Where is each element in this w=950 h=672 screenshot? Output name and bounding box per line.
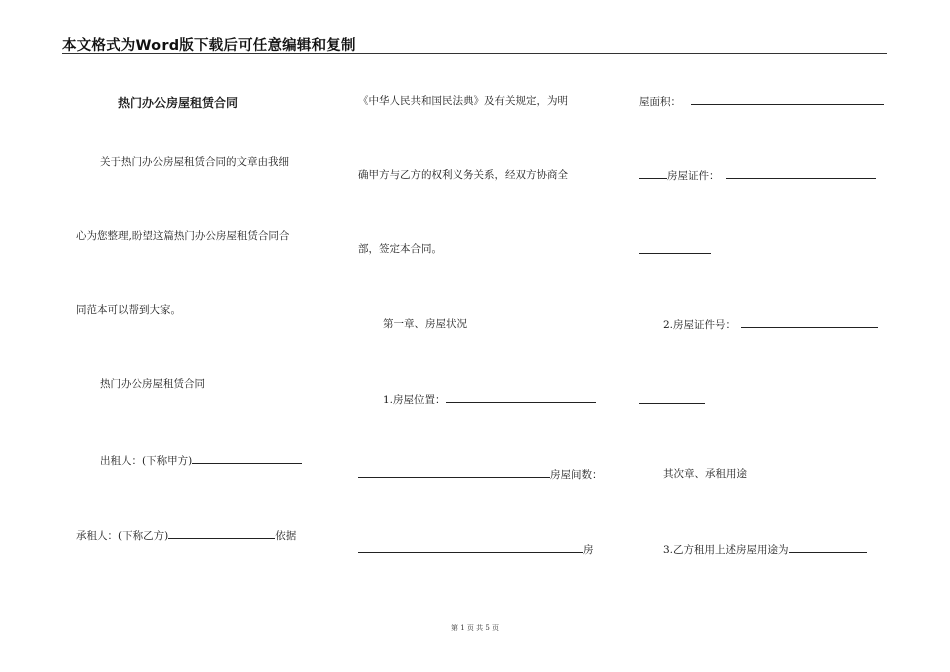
- cert-leading-blank: [639, 168, 667, 179]
- area-line: [639, 94, 884, 109]
- chapter-1-heading: 第一章、房屋状况: [383, 318, 467, 330]
- rooms-blank: [358, 467, 550, 478]
- cert-no-line: [663, 317, 878, 332]
- cert-no-label: 2.房屋证件号：: [663, 319, 737, 331]
- house-tail: 房: [583, 544, 594, 556]
- rooms-line: [358, 467, 603, 482]
- intro-line-2: 心为您整理,盼望这篇热门办公房屋租赁合同合: [76, 230, 290, 242]
- para-line-2: 确甲方与乙方的权利义务关系，经双方协商全: [358, 169, 568, 181]
- rooms-label: 房屋间数：: [550, 469, 603, 481]
- lessee-label: 承租人：(下称乙方): [76, 530, 169, 542]
- lessee-line: [76, 528, 296, 543]
- location-blank: [446, 392, 596, 403]
- cert-continue-blank: [639, 243, 711, 254]
- cert-blank: [726, 168, 876, 179]
- header-rule: [62, 53, 887, 54]
- document-title: 热门办公房屋租赁合同: [118, 96, 239, 110]
- lessor-blank: [192, 453, 302, 464]
- cert-label: 房屋证件：: [667, 170, 720, 182]
- house-line: [358, 542, 594, 557]
- location-line: [383, 392, 596, 407]
- lessor-line: [100, 453, 302, 468]
- para-line-1: 《中华人民共和国民法典》及有关规定，为明: [358, 95, 568, 107]
- area-blank: [691, 94, 884, 105]
- area-label: 屋面积：: [639, 96, 681, 108]
- cert-no-continue-blank: [639, 393, 705, 404]
- page-footer: 第 1 页 共 5 页: [450, 624, 500, 632]
- lessee-blank: [168, 528, 275, 539]
- usage-line: [663, 542, 867, 557]
- intro-line-1: 关于热门办公房屋租赁合同的文章由我细: [100, 156, 289, 168]
- usage-label: 3.乙方租用上述房屋用途为: [663, 544, 789, 556]
- contract-subtitle: 热门办公房屋租赁合同: [100, 378, 205, 390]
- lessor-label: 出租人：(下称甲方): [100, 455, 193, 467]
- chapter-2-heading: 其次章、承租用途: [663, 468, 747, 480]
- para-line-3: 部，签定本合同。: [358, 243, 442, 255]
- document-header-title: 本文格式为Word版下载后可任意编辑和复制: [62, 38, 356, 54]
- lessee-tail: 依据: [275, 530, 297, 542]
- usage-blank: [789, 542, 867, 553]
- cert-line: [639, 168, 876, 183]
- house-blank: [358, 542, 583, 553]
- cert-no-blank: [741, 317, 878, 328]
- location-label: 1.房屋位置：: [383, 394, 446, 406]
- intro-line-3: 同范本可以帮到大家。: [76, 304, 181, 316]
